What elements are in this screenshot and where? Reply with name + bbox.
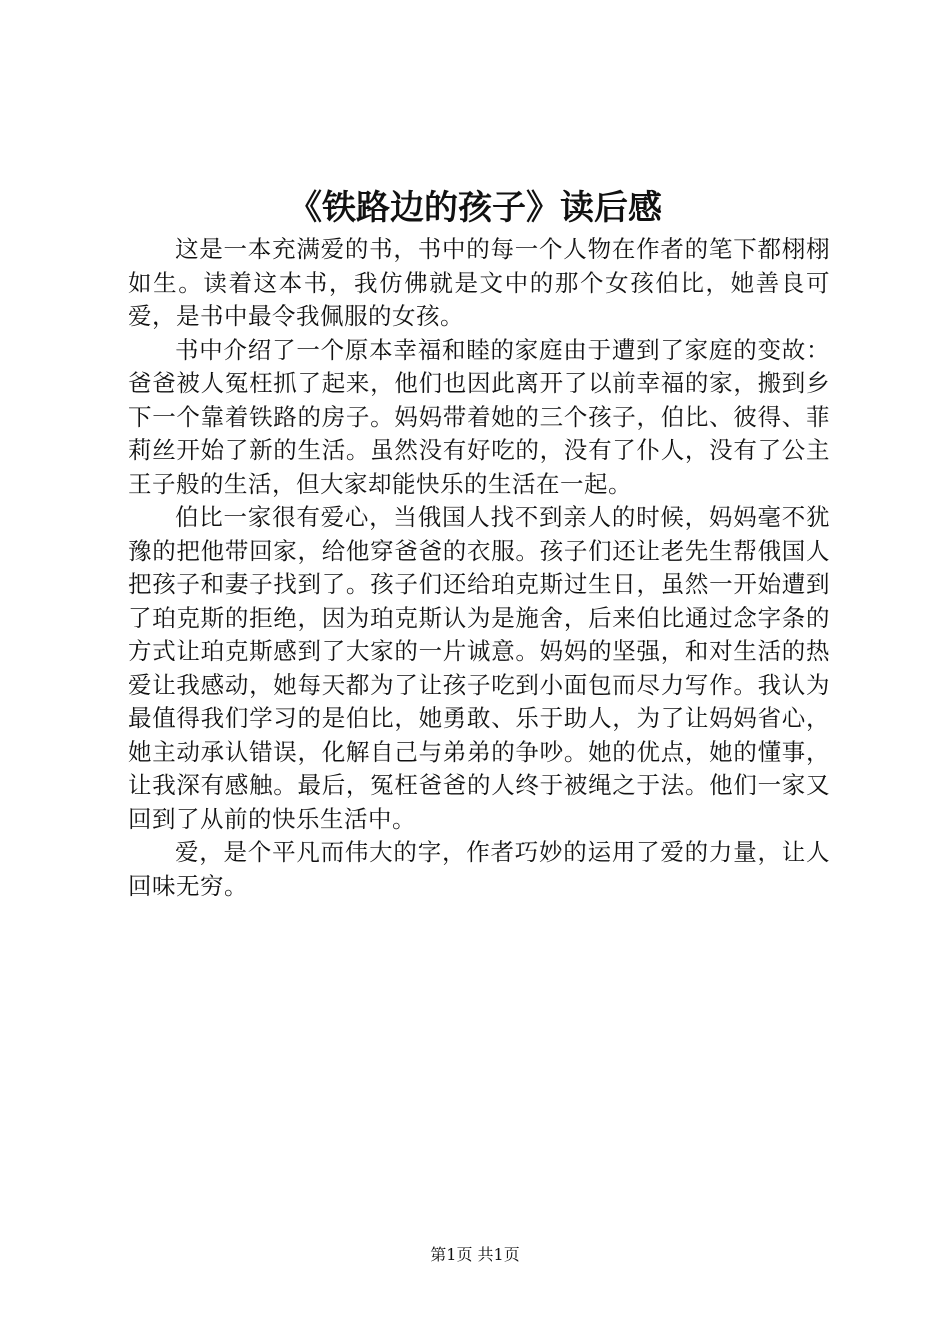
page-number: 第1页 共1页: [430, 1245, 520, 1264]
paragraph-3: 伯比一家很有爱心，当俄国人找不到亲人的时候，妈妈毫不犹豫的把他带回家，给他穿爸爸的衣服。孩子们还让老先生帮俄国人把孩子和妻子找到了。孩子们还给珀克斯过生日，虽然一开始遭到了珀克斯的拒绝，因为珀克斯认为是施舍，后来伯比通过念字条的方式让珀克斯感到了大家的一片诚意。妈妈的坚强，和对生活的热爱让我感动，她每天都为了让孩子吃到小面包而尽力写作。我认为最值得我们学习的是伯比，她勇敢、乐于助人，为了让妈妈省心，她主动承认错误，化解自己与弟弟的争吵。她的优点，她的懂事，让我深有感触。最后，冤枉爸爸的人终于被绳之于法。他们一家又回到了从前的快乐生活中。: [128, 503, 830, 833]
paragraph-4: 爱，是个平凡而伟大的字，作者巧妙的运用了爱的力量，让人回味无穷。: [128, 838, 830, 900]
document-body: [128, 233, 830, 903]
paragraph-2: 书中介绍了一个原本幸福和睦的家庭由于遭到了家庭的变故：爸爸被人冤枉抓了起来，他们也因此离开了以前幸福的家，搬到乡下一个靠着铁路的房子。妈妈带着她的三个孩子，伯比、彼得、菲莉丝开始了新的生活。虽然没有好吃的，没有了仆人，没有了公主王子般的生活，但大家却能快乐的生活在一起。: [128, 335, 830, 498]
paragraph-1: 这是一本充满爱的书，书中的每一个人物在作者的笔下都栩栩如生。读着这本书，我仿佛就是文中的那个女孩伯比，她善良可爱，是书中最令我佩服的女孩。: [128, 235, 830, 330]
page-title: 《铁路边的孩子》读后感: [288, 188, 662, 228]
